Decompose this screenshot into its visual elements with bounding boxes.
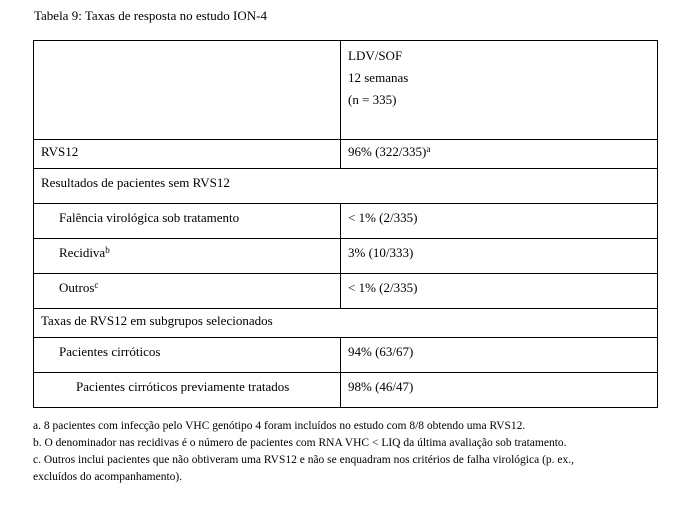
rvs12-footnote-mark: a xyxy=(426,144,431,154)
rvs12-label: RVS12 xyxy=(34,140,341,169)
cirroticos-tratados-label: Pacientes cirróticos previamente tratados xyxy=(34,373,341,408)
cirroticos-tratados-value: 98% (46/47) xyxy=(341,373,658,408)
section-sem-rvs12-label: Resultados de pacientes sem RVS12 xyxy=(34,169,658,204)
header-n: (n = 335) xyxy=(348,92,397,107)
table-row xyxy=(34,373,658,408)
outros-label-cell xyxy=(34,274,341,309)
response-rates-table xyxy=(33,40,658,408)
recidiva-footnote-mark: b xyxy=(105,245,110,255)
header-treatment-cell xyxy=(341,41,658,140)
table-caption: Tabela 9: Taxas de resposta no estudo ION-4 xyxy=(34,8,267,23)
falencia-value: < 1% (2/335) xyxy=(341,204,658,239)
table-row xyxy=(34,140,658,169)
section-subgrupos-label: Taxas de RVS12 em subgrupos selecionados xyxy=(34,309,658,338)
table-row xyxy=(34,274,658,309)
table-row xyxy=(34,338,658,373)
recidiva-label-cell xyxy=(34,239,341,274)
footnotes xyxy=(33,418,574,486)
header-duration: 12 semanas xyxy=(348,70,409,85)
rvs12-value-cell xyxy=(341,140,658,169)
footnote-c: c. Outros inclui pacientes que não obtiveram uma RVS12 e não se enquadram nos critérios de falha virológica (p. ex., xyxy=(33,454,575,466)
rvs12-value: 96% (322/335) xyxy=(348,144,427,159)
recidiva-label: Recidiva xyxy=(59,245,106,260)
outros-footnote-mark: c xyxy=(94,280,99,290)
table-section-row xyxy=(34,169,658,204)
header-empty-cell xyxy=(34,41,341,140)
footnote-c-continued: excluídos do acompanhamento). xyxy=(33,471,183,483)
header-regimen: LDV/SOF xyxy=(348,48,403,63)
falencia-label: Falência virológica sob tratamento xyxy=(34,204,341,239)
table-section-row xyxy=(34,309,658,338)
cirroticos-label: Pacientes cirróticos xyxy=(34,338,341,373)
recidiva-value: 3% (10/333) xyxy=(341,239,658,274)
table-header-row xyxy=(34,41,658,140)
outros-value: < 1% (2/335) xyxy=(341,274,658,309)
outros-label: Outros xyxy=(59,280,95,295)
cirroticos-value: 94% (63/67) xyxy=(341,338,658,373)
footnote-a: a. 8 pacientes com infecção pelo VHC genótipo 4 foram incluídos no estudo com 8/8 obtendo uma RVS12. xyxy=(33,420,526,432)
table-row xyxy=(34,204,658,239)
table-row xyxy=(34,239,658,274)
footnote-b: b. O denominador nas recidivas é o número de pacientes com RNA VHC < LIQ da última avaliação sob tratamento. xyxy=(33,437,567,449)
